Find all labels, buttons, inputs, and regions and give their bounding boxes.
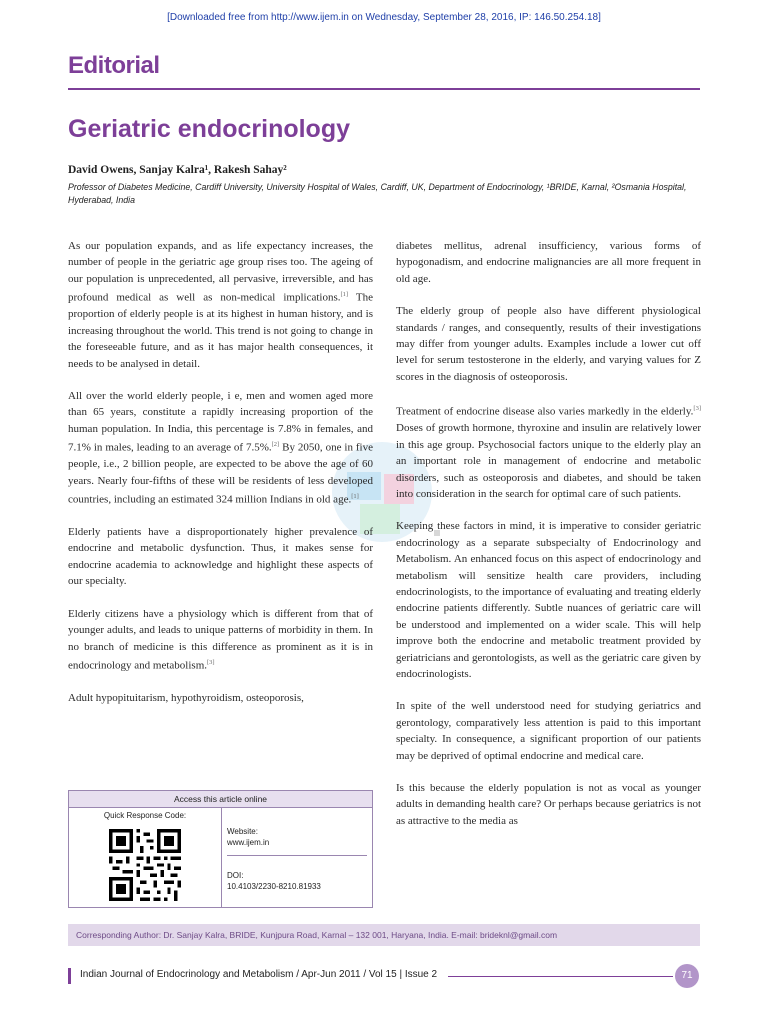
doi-label: DOI: [227, 871, 244, 880]
citation-ref: [1] [351, 493, 359, 500]
website-block [227, 826, 367, 856]
paragraph: Elderly citizens have a physiology which is different from that of younger adults, and leads to unique patterns of morbidity in them. In no branch of medicine is this difference as prominent as it is in endocrinology and metabolism.[3] [68, 607, 373, 672]
footer-divider [448, 976, 673, 977]
paragraph: Elderly patients have a disproportionately higher prevalence of endocrine and metabolic dysfunction. Thus, it makes sense for endocrine academia to acknowledge and highlight these aspects of our specialty. [68, 526, 373, 588]
paragraph: In spite of the well understood need for studying geriatrics and gerontology, comparatively less attention is paid to this important specialty. In consequence, a significant proportion of our patients may be deprived of optimal endocrine and medical care. [396, 700, 701, 762]
paragraph: Adult hypopituitarism, hypothyroidism, osteoporosis, [68, 691, 304, 704]
page-number-badge: 71 [675, 964, 699, 988]
citation-ref: [1] [340, 291, 349, 299]
doi-value[interactable]: 10.4103/2230-8210.81933 [227, 882, 321, 891]
access-box-heading: Access this article online [69, 791, 372, 808]
paragraph: Keeping these factors in mind, it is imperative to consider geriatric endocrinology as a separate subspecialty of Endocrinology and Metabolism. An enhanced focus on this aspect of endocrinology and metabolism will sensitize health care providers, including endocrinologists, to the importance of evaluating and treating elderly endocrine patients differently. Subtle nuances of geriatric care will be understood and implemented on a wider scale. This will help improve both the endocrine and metabolic treatment provided by geriatricians and gerontologists, as well as the geriatric care given by endocrinologists. [396, 520, 701, 680]
citation-ref: [3] [693, 405, 701, 413]
article-title: Geriatric endocrinology [68, 115, 351, 143]
website-link[interactable]: www.ijem.in [227, 838, 270, 847]
journal-citation: Indian Journal of Endocrinology and Metabolism / Apr-Jun 2011 / Vol 15 | Issue 2 [80, 969, 438, 980]
footer-accent-bar [68, 968, 71, 984]
qr-label: Quick Response Code: [103, 811, 187, 820]
body-column-right [396, 238, 701, 845]
corresponding-author-bar: Corresponding Author: Dr. Sanjay Kalra, BRIDE, Kunjpura Road, Karnal – 132 001, Haryana, India. E-mail: brideknl@gmail.com [68, 924, 700, 946]
paragraph: Treatment of endocrine disease also varies markedly in the elderly.[3] Doses of growth hormone, thyroxine and insulin are relatively lower in this age group. Psychosocial factors unique to the elderly play an an important role in management of endocrine and metabolic disorders, such as osteoporosis and diabetes, and should be taken into consideration in the search for optimal care of such patients. [396, 405, 701, 500]
website-label: Website: [227, 827, 258, 836]
paragraph: The elderly group of people also have different physiological standards / ranges, and consequently, results of their investigations may differ from younger adults. Examples include a lower cut off level for serum testosterone in the elderly, and varying values for Z scores in the diagnosis of osteoporosis. [396, 305, 701, 383]
author-affiliation: Professor of Diabetes Medicine, Cardiff University, University Hospital of Wales, Cardiff, UK, Department of Endocrinology, ¹BRIDE, Karnal, ²Osmania Hospital, Hyderabad, India [68, 182, 687, 205]
qr-panel [69, 808, 222, 907]
author-list: David Owens, Sanjay Kalra¹, Rakesh Sahay² [68, 164, 287, 176]
body-column-left [68, 238, 373, 722]
paragraph: As our population expands, and as life expectancy increases, the number of people in the geriatric age group rises too. The ageing of our population is unprecedented, all pervasive, irreversible, and has profound medical as well as non-medical implications.[1] The proportion of elderly people is at its highest in human history, and is increasing throughout the world. This trend is not going to change in the foreseeable future, and as it has major health consequences, it needs to be analysed in detail. [68, 240, 373, 370]
section-divider [68, 88, 700, 90]
section-label: Editorial [68, 52, 160, 79]
doi-block [227, 870, 367, 892]
download-notice: [Downloaded free from http://www.ijem.in on Wednesday, September 28, 2016, IP: 146.50.254.18] [167, 12, 601, 23]
paragraph: diabetes mellitus, adrenal insufficiency, various forms of hypogonadism, and endocrine malignancies are all more frequent in old age. [396, 240, 701, 285]
citation-ref: [2] [271, 441, 280, 449]
qr-code-icon[interactable] [109, 829, 181, 901]
access-article-box [68, 790, 373, 908]
citation-ref: [3] [207, 658, 215, 666]
paragraph: All over the world elderly people, i e, men and women aged more than 65 years, constitute a rapidly increasing proportion of the human population. In India, this percentage is 7.8% in females, and 7.1% in males, leading to an average of 7.5%.[2] By 2050, one in five people, i.e., 2 billion people, are expected to be above the age of 60 years. Nearly four-fifths of these will be residents of less developed countries, including an estimated 324 million Indians in old age.[1] [68, 389, 373, 506]
link-panel [222, 808, 372, 907]
paragraph: Is this because the elderly population is not as vocal as younger adults in demanding health care? Or perhaps because geriatrics is not as attractive to the media as [396, 782, 701, 827]
